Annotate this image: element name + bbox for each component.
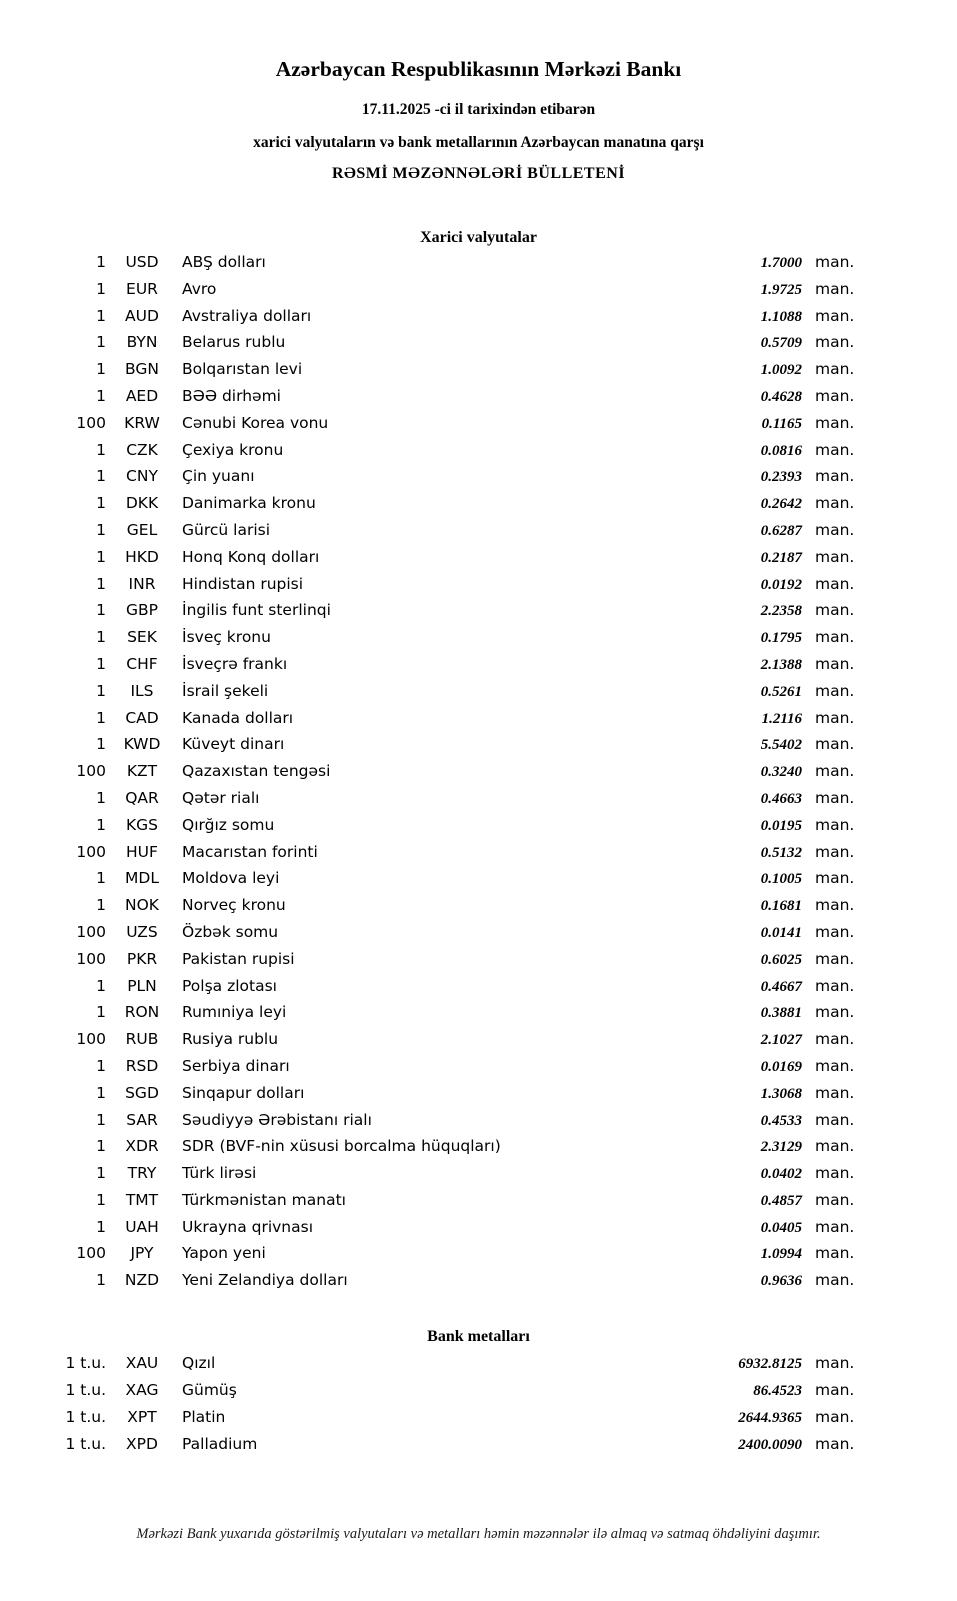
rate-row	[40, 414, 865, 441]
unit-label: man.	[815, 547, 855, 566]
rate-value: 1.7000	[760, 255, 802, 271]
rate-value: 0.4533	[760, 1112, 802, 1129]
currency-name: Macarıstan forinti	[182, 842, 318, 861]
unit-label: man.	[815, 949, 855, 968]
rate-row	[40, 923, 865, 950]
quantity: 1	[96, 520, 106, 539]
currency-name: Yapon yeni	[182, 1244, 266, 1263]
rate-value: 0.3240	[760, 764, 802, 781]
quantity: 1 t.u.	[65, 1435, 106, 1454]
quantity: 1	[96, 306, 106, 325]
rate-value: 0.4857	[760, 1192, 802, 1209]
unit-label: man.	[815, 976, 855, 995]
rate-value: 0.4667	[760, 978, 802, 995]
unit-label: man.	[815, 1244, 855, 1263]
quantity: 100	[76, 1030, 106, 1049]
unit-label: man.	[815, 333, 855, 352]
rate-value: 0.0402	[760, 1166, 802, 1183]
rate-row	[40, 1003, 865, 1030]
rate-value: 0.9636	[760, 1273, 802, 1290]
currency-name: Çexiya kronu	[182, 440, 284, 459]
unit-label: man.	[815, 467, 855, 486]
quantity: 1	[96, 1083, 106, 1102]
unit-label: man.	[815, 762, 855, 781]
currency-code: TRY	[127, 1164, 157, 1183]
unit-label: man.	[815, 601, 855, 620]
rate-row	[40, 655, 865, 682]
currency-name: Rusiya rublu	[182, 1030, 279, 1049]
unit-label: man.	[815, 494, 855, 513]
quantity: 1	[96, 654, 106, 673]
rate-row	[40, 360, 865, 387]
rate-value: 86.4523	[753, 1383, 802, 1400]
currency-code: GBP	[126, 601, 158, 620]
bulletin-title: RƏSMİ MƏZƏNNƏLƏRİ BÜLLETENİ	[331, 165, 626, 182]
rate-row	[40, 789, 865, 816]
currency-code: AED	[125, 386, 159, 405]
currency-code: SGD	[125, 1083, 159, 1102]
rate-row	[40, 896, 865, 923]
quantity: 100	[76, 1244, 106, 1263]
currency-name: Sinqapur dolları	[182, 1083, 305, 1102]
rate-row	[40, 762, 865, 789]
currency-name: Rumıniya leyi	[182, 1003, 287, 1022]
unit-label: man.	[815, 735, 855, 754]
document-header	[0, 0, 957, 183]
rate-row	[40, 950, 865, 977]
rate-row	[40, 253, 865, 280]
currency-code: GEL	[126, 520, 158, 539]
currency-name: Yeni Zelandiya dolları	[182, 1271, 348, 1290]
currency-name: Bolqarıstan levi	[182, 360, 303, 379]
unit-label: man.	[815, 1083, 855, 1102]
currency-code: CNY	[126, 467, 158, 486]
unit-label: man.	[815, 1408, 855, 1427]
quantity: 1	[96, 976, 106, 995]
rate-value: 2.2358	[760, 603, 802, 620]
quantity: 1	[96, 494, 106, 513]
rate-value: 1.1088	[760, 308, 802, 325]
currency-name: SDR (BVF-nin xüsusi borcalma hüquqları)	[182, 1137, 501, 1156]
currency-name: Honq Konq dolları	[182, 547, 320, 566]
rate-row	[40, 1408, 865, 1435]
unit-label: man.	[815, 788, 855, 807]
rate-value: 0.4628	[760, 388, 802, 405]
unit-label: man.	[815, 1217, 855, 1236]
rate-value: 6932.8125	[738, 1356, 802, 1373]
unit-label: man.	[815, 1164, 855, 1183]
rate-row	[40, 1030, 865, 1057]
currency-code: PLN	[127, 976, 157, 995]
rate-value: 2644.9365	[738, 1410, 802, 1427]
rate-row	[40, 709, 865, 736]
unit-label: man.	[815, 1030, 855, 1049]
scope-line: xarici valyutaların və bank metallarının Azərbaycan manatına qarşı	[253, 134, 704, 151]
rate-value: 2400.0090	[738, 1437, 802, 1454]
currency-code: HKD	[125, 547, 159, 566]
quantity: 1	[96, 467, 106, 486]
currency-code: SEK	[127, 628, 157, 647]
quantity: 1	[96, 1137, 106, 1156]
rate-value: 0.6025	[760, 951, 802, 968]
rate-value: 0.1005	[760, 871, 802, 888]
quantity: 1	[96, 386, 106, 405]
currency-code: AUD	[125, 306, 159, 325]
rate-value: 5.5402	[760, 737, 802, 754]
rate-row	[40, 1244, 865, 1271]
quantity: 1	[96, 574, 106, 593]
rate-row	[40, 1354, 865, 1381]
currency-code: KRW	[124, 413, 160, 432]
bank-title: Azərbaycan Respublikasının Mərkəzi Bankı	[275, 57, 682, 81]
rate-row	[40, 1381, 865, 1408]
rate-value: 0.5261	[760, 683, 802, 700]
unit-label: man.	[815, 1435, 855, 1454]
unit-label: man.	[815, 842, 855, 861]
currency-code: USD	[125, 253, 159, 271]
unit-label: man.	[815, 253, 855, 271]
rate-row	[40, 843, 865, 870]
metals-section-title: Bank metalları	[427, 1328, 530, 1346]
currency-code: RUB	[125, 1030, 159, 1049]
rate-row	[40, 307, 865, 334]
effective-date: 17.11.2025 -ci il tarixindən etibarən	[361, 101, 596, 118]
unit-label: man.	[815, 306, 855, 325]
unit-label: man.	[815, 413, 855, 432]
rate-row	[40, 601, 865, 628]
quantity: 1	[96, 628, 106, 647]
rate-row	[40, 1164, 865, 1191]
quantity: 1	[96, 1056, 106, 1075]
quantity: 1	[96, 440, 106, 459]
currency-code: KWD	[123, 735, 161, 754]
currencies-section-title: Xarici valyutalar	[420, 229, 537, 246]
rate-value: 0.0141	[760, 924, 802, 941]
unit-label: man.	[815, 1271, 855, 1290]
unit-label: man.	[815, 1003, 855, 1022]
currency-code: DKK	[125, 494, 159, 513]
rate-row	[40, 1218, 865, 1245]
currency-code: JPY	[130, 1244, 154, 1263]
metals-table	[40, 1354, 865, 1462]
quantity: 1 t.u.	[65, 1381, 106, 1400]
rate-value: 2.1388	[760, 656, 802, 673]
rate-value: 0.5709	[760, 335, 802, 352]
rate-row	[40, 628, 865, 655]
currency-name: Pakistan rupisi	[182, 949, 295, 968]
currency-name: Qətər rialı	[182, 788, 260, 807]
currency-code: UZS	[126, 922, 158, 941]
unit-label: man.	[815, 1110, 855, 1129]
currency-name: Palladium	[182, 1435, 258, 1454]
rate-value: 0.3881	[760, 1005, 802, 1022]
rate-value: 2.1027	[760, 1032, 802, 1049]
currency-name: BƏƏ dirhəmi	[182, 386, 281, 405]
rate-value: 0.2393	[760, 469, 802, 486]
currency-code: CZK	[126, 440, 158, 459]
unit-label: man.	[815, 815, 855, 834]
currency-name: ABŞ dolları	[182, 253, 266, 271]
currency-name: Qızıl	[182, 1354, 216, 1373]
quantity: 1	[96, 735, 106, 754]
unit-label: man.	[815, 1354, 855, 1373]
unit-label: man.	[815, 654, 855, 673]
currency-name: Moldova leyi	[182, 869, 280, 888]
currency-name: Qazaxıstan tengəsi	[182, 762, 331, 781]
currency-code: RON	[124, 1003, 160, 1022]
quantity: 100	[76, 949, 106, 968]
currency-name: Cənubi Korea vonu	[182, 413, 329, 432]
unit-label: man.	[815, 869, 855, 888]
quantity: 1	[96, 601, 106, 620]
rate-value: 0.0816	[760, 442, 802, 459]
currency-name: Norveç kronu	[182, 896, 286, 915]
rate-row	[40, 1435, 865, 1462]
rate-row	[40, 1057, 865, 1084]
currency-code: XPT	[127, 1408, 157, 1427]
rate-row	[40, 1084, 865, 1111]
currency-name: Kanada dolları	[182, 708, 294, 727]
quantity: 1	[96, 681, 106, 700]
currency-code: XAU	[125, 1354, 159, 1373]
rate-row	[40, 467, 865, 494]
rate-value: 1.0092	[760, 362, 802, 379]
rate-row	[40, 1111, 865, 1138]
unit-label: man.	[815, 520, 855, 539]
rate-value: 0.2187	[760, 549, 802, 566]
unit-label: man.	[815, 1056, 855, 1075]
rate-row	[40, 977, 865, 1004]
rate-value: 0.1681	[760, 898, 802, 915]
rate-value: 1.2116	[761, 710, 802, 727]
rate-value: 0.5132	[760, 844, 802, 861]
currency-name: İsrail şekeli	[182, 681, 269, 700]
currency-code: EUR	[126, 279, 158, 298]
unit-label: man.	[815, 708, 855, 727]
quantity: 1	[96, 1003, 106, 1022]
rate-row	[40, 441, 865, 468]
rate-row	[40, 575, 865, 602]
currency-code: KZT	[126, 762, 158, 781]
unit-label: man.	[815, 1137, 855, 1156]
unit-label: man.	[815, 1381, 855, 1400]
rate-row	[40, 494, 865, 521]
currency-name: Səudiyyə Ərəbistanı rialı	[182, 1110, 372, 1129]
rate-value: 0.6287	[760, 522, 802, 539]
currency-code: HUF	[126, 842, 158, 861]
currencies-table	[40, 253, 865, 1298]
unit-label: man.	[815, 574, 855, 593]
rate-value: 0.0192	[760, 576, 802, 593]
quantity: 1	[96, 1110, 106, 1129]
rate-value: 0.4663	[760, 790, 802, 807]
rate-value: 2.3129	[760, 1139, 802, 1156]
currency-code: XAG	[125, 1381, 159, 1400]
quantity: 1	[96, 1190, 106, 1209]
rate-value: 0.1795	[760, 630, 802, 647]
currency-code: CHF	[126, 654, 158, 673]
quantity: 1	[96, 1271, 106, 1290]
rate-row	[40, 280, 865, 307]
rate-row	[40, 682, 865, 709]
unit-label: man.	[815, 681, 855, 700]
currency-name: Avstraliya dolları	[182, 306, 312, 325]
rate-row	[40, 1191, 865, 1218]
currency-name: Danimarka kronu	[182, 494, 316, 513]
currency-name: Qırğız somu	[182, 815, 275, 834]
quantity: 1	[96, 253, 106, 271]
currency-code: PKR	[126, 949, 158, 968]
rate-row	[40, 333, 865, 360]
rate-value: 1.3068	[760, 1085, 802, 1102]
unit-label: man.	[815, 1190, 855, 1209]
rate-value: 0.0195	[760, 817, 802, 834]
disclaimer-text: Mərkəzi Bank yuxarıda göstərilmiş valyutaları və metalları həmin məzənnələr ilə almaq və satmaq öhdəliyini daşımır.	[136, 1526, 821, 1542]
quantity: 1	[96, 360, 106, 379]
rate-value: 0.0405	[760, 1219, 802, 1236]
currency-name: İsveçrə frankı	[182, 654, 288, 673]
currency-name: Avro	[182, 279, 217, 298]
unit-label: man.	[815, 440, 855, 459]
quantity: 1	[96, 869, 106, 888]
currency-name: Türk lirəsi	[182, 1164, 257, 1183]
unit-label: man.	[815, 628, 855, 647]
currency-name: Serbiya dinarı	[182, 1056, 290, 1075]
rate-row	[40, 869, 865, 896]
currency-name: Polşa zlotası	[182, 976, 277, 995]
rate-value: 0.2642	[760, 496, 802, 513]
currency-name: Ukrayna qrivnası	[182, 1217, 314, 1236]
currency-code: NZD	[124, 1271, 160, 1290]
currency-name: Özbək somu	[182, 922, 279, 941]
quantity: 1 t.u.	[65, 1354, 106, 1373]
quantity: 1	[96, 547, 106, 566]
rate-value: 0.1165	[761, 415, 802, 432]
rate-row	[40, 387, 865, 414]
currency-code: SAR	[126, 1110, 158, 1129]
currency-code: INR	[128, 574, 156, 593]
rate-value: 0.0169	[760, 1058, 802, 1075]
quantity: 1	[96, 708, 106, 727]
currency-name: Gürcü larisi	[182, 520, 271, 539]
quantity: 100	[76, 922, 106, 941]
currency-code: ILS	[130, 681, 154, 700]
unit-label: man.	[815, 896, 855, 915]
currency-code: MDL	[125, 869, 159, 888]
currency-code: KGS	[125, 815, 158, 834]
rate-row	[40, 1271, 865, 1298]
unit-label: man.	[815, 386, 855, 405]
currency-code: QAR	[125, 788, 159, 807]
currency-name: Belarus rublu	[182, 333, 286, 352]
unit-label: man.	[815, 279, 855, 298]
quantity: 100	[76, 413, 106, 432]
currency-code: XPD	[126, 1435, 158, 1454]
rate-row	[40, 548, 865, 575]
currency-name: Platin	[182, 1408, 226, 1427]
rate-row	[40, 816, 865, 843]
quantity: 100	[76, 842, 106, 861]
unit-label: man.	[815, 922, 855, 941]
quantity: 1 t.u.	[65, 1408, 106, 1427]
currency-code: UAH	[125, 1217, 159, 1236]
rate-value: 1.0994	[760, 1246, 802, 1263]
currency-name: İsveç kronu	[182, 628, 271, 647]
currency-code: XDR	[125, 1137, 159, 1156]
currency-name: Küveyt dinarı	[182, 735, 285, 754]
currency-code: RSD	[125, 1056, 159, 1075]
rate-row	[40, 521, 865, 548]
currency-name: Çin yuanı	[182, 467, 255, 486]
currency-name: Türkmənistan manatı	[182, 1190, 346, 1209]
currency-code: TMT	[125, 1190, 159, 1209]
currency-code: BYN	[126, 333, 158, 352]
currency-code: BGN	[125, 360, 159, 379]
rate-value: 1.9725	[760, 281, 802, 298]
quantity: 1	[96, 1164, 106, 1183]
rate-row	[40, 1137, 865, 1164]
quantity: 100	[76, 762, 106, 781]
quantity: 1	[96, 333, 106, 352]
quantity: 1	[96, 788, 106, 807]
currency-code: NOK	[125, 896, 159, 915]
currency-name: İngilis funt sterlinqi	[182, 601, 331, 620]
unit-label: man.	[815, 360, 855, 379]
rate-row	[40, 735, 865, 762]
currency-code: CAD	[125, 708, 159, 727]
currency-name: Gümüş	[182, 1381, 237, 1400]
currency-name: Hindistan rupisi	[182, 574, 304, 593]
quantity: 1	[96, 896, 106, 915]
quantity: 1	[96, 1217, 106, 1236]
quantity: 1	[96, 279, 106, 298]
quantity: 1	[96, 815, 106, 834]
